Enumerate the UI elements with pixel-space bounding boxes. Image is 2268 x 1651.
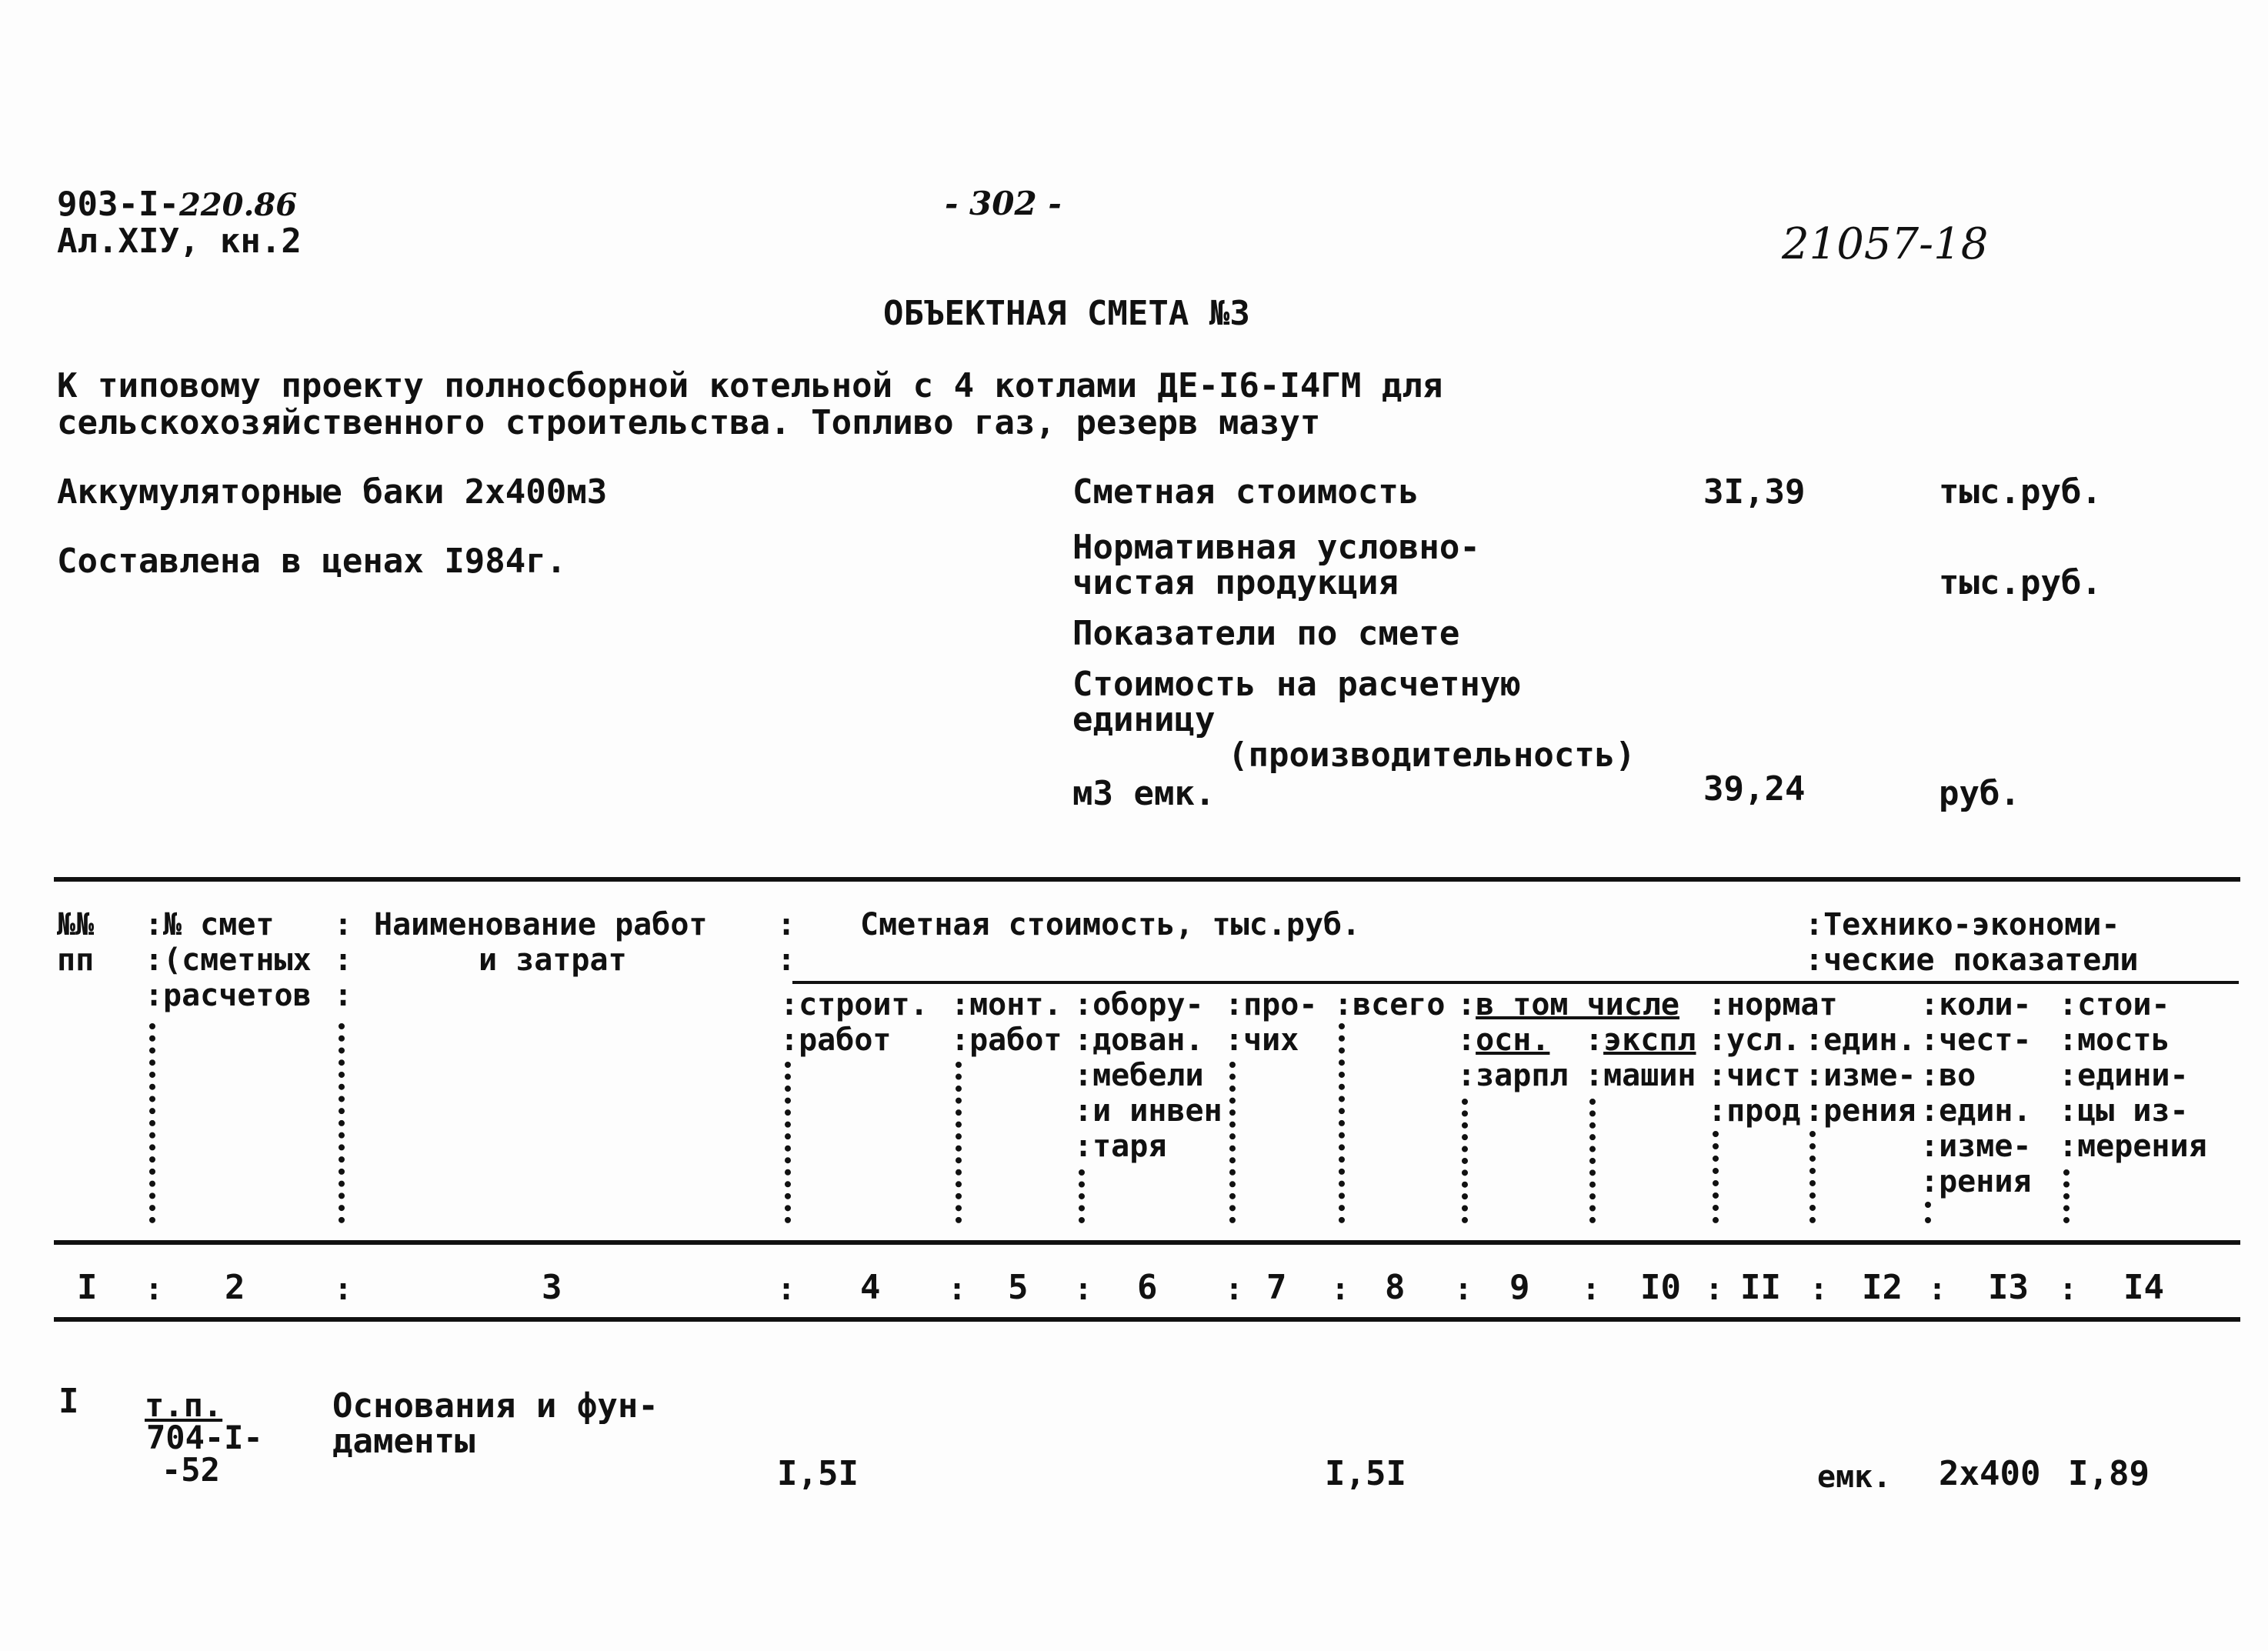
header-col13-line1: :коли-: [1920, 987, 2032, 1022]
row-ref-line2: 704-I-: [146, 1419, 263, 1456]
header-col2-line3: расчетов: [163, 978, 312, 1013]
indicators-label: Показатели по смете: [1072, 614, 1460, 653]
estimated-cost-label: Сметная стоимость: [1072, 472, 1419, 512]
header-tech-group-line2: :ческие показатели: [1805, 942, 2139, 978]
header-col13-line2: :чест-: [1920, 1022, 2032, 1058]
column-number: II: [1740, 1268, 1781, 1307]
row-ref-line1: т.п.: [145, 1386, 223, 1424]
archive-number: 21057-18: [1782, 219, 1989, 269]
header-col14-line4: :цы из-: [2059, 1093, 2189, 1129]
header-col13-line5: :изме-: [1920, 1129, 2032, 1164]
row-name-line2: даменты: [332, 1422, 475, 1461]
column-number: I3: [1988, 1268, 2029, 1307]
header-group-rule: [792, 981, 2239, 984]
separator-dots: [956, 1062, 968, 1223]
header-col2-line1: № смет: [163, 907, 275, 942]
column-number: 3: [542, 1268, 562, 1307]
header-col1-line2: пп: [57, 942, 95, 978]
header-col6-line4: :и инвен: [1074, 1093, 1222, 1129]
price-basis: Составлена в ценах I984г.: [57, 542, 567, 581]
header-col11-line3: :чист: [1708, 1058, 1801, 1093]
unit-cost-unit: руб.: [1939, 774, 2020, 813]
subtitle-line-1: К типовому проекту полносборной котельной с 4 котлами ДЕ-I6-I4ГМ для: [57, 366, 1443, 405]
estimated-cost-unit: тыс.руб.: [1939, 472, 2102, 512]
separator-dots: [1229, 1062, 1242, 1223]
separator-dots: [1339, 1023, 1351, 1223]
column-number: I: [77, 1268, 98, 1307]
header-col14-line3: :едини-: [2059, 1058, 2189, 1093]
header-col12-line1: :един.: [1805, 1022, 1916, 1058]
header-col11-line4: :прод: [1708, 1093, 1801, 1129]
header-col3-line2: и затрат: [479, 942, 627, 978]
column-number: 7: [1266, 1268, 1287, 1307]
column-number: I0: [1640, 1268, 1681, 1307]
column-number: 8: [1385, 1268, 1406, 1307]
header-col8: :всего: [1334, 987, 1446, 1022]
header-col6-line5: :таря: [1074, 1129, 1167, 1164]
table-top-rule: [54, 877, 2240, 882]
unit-cost-label-2: единицу: [1072, 700, 1216, 739]
row-number: I: [58, 1382, 79, 1421]
header-col9-line2: :зарпл: [1457, 1058, 1569, 1093]
row-construction-cost: I,5I: [777, 1454, 859, 1493]
header-col3-line1: Наименование работ: [374, 907, 708, 942]
column-number: 6: [1137, 1268, 1158, 1307]
normative-unit: тыс.руб.: [1939, 563, 2102, 602]
separator-dots: [1462, 1099, 1474, 1223]
header-col9-line1: :осн.: [1457, 1022, 1550, 1058]
header-col13-line3: :во: [1920, 1058, 1976, 1093]
column-number: 9: [1509, 1268, 1530, 1307]
doc-code-printed: 903-I-: [57, 185, 179, 224]
separator-dots: [339, 1023, 351, 1223]
separator-dots: [785, 1062, 797, 1223]
header-incl-group: :в том числе: [1457, 987, 1679, 1022]
header-col13-line6: :рения: [1920, 1164, 2032, 1199]
row-total-cost: I,5I: [1325, 1454, 1406, 1493]
column-number: 5: [1008, 1268, 1029, 1307]
header-col14-line1: :стои-: [2059, 987, 2170, 1022]
row-quantity: 2х400: [1939, 1454, 2041, 1493]
header-col11-line1: :нормат: [1708, 987, 1838, 1022]
separator-dots: [2063, 1169, 2076, 1223]
page-number: - 302 -: [945, 185, 1062, 222]
header-col6-line3: :мебели: [1074, 1058, 1204, 1093]
header-col5-line1: :монт.: [951, 987, 1062, 1022]
column-number: 4: [860, 1268, 881, 1307]
row-unit: емк.: [1817, 1459, 1892, 1495]
header-col12-line3: :рения: [1805, 1093, 1916, 1129]
separator-dots: [1809, 1131, 1822, 1223]
doc-code: [57, 185, 298, 224]
estimated-cost-value: 3I,39: [1703, 472, 1806, 512]
row-ref-line3: -52: [162, 1451, 220, 1489]
separator-dots: [1079, 1169, 1091, 1223]
separator-dots: [1589, 1099, 1602, 1223]
header-col7-line2: :чих: [1225, 1022, 1299, 1058]
row-unit-cost: I,89: [2068, 1454, 2150, 1493]
column-number: I4: [2123, 1268, 2164, 1307]
normative-label-1: Нормативная условно-: [1072, 528, 1480, 567]
header-col1-line1: №№: [57, 907, 95, 942]
separator-dots: [149, 1023, 162, 1223]
header-col2-line2: (сметных: [163, 942, 312, 978]
header-col5-line2: :работ: [951, 1022, 1062, 1058]
unit-cost-productivity: (производительность): [1228, 735, 1636, 775]
header-col14-line2: :мость: [2059, 1022, 2170, 1058]
normative-label-2: чистая продукция: [1072, 563, 1399, 602]
header-col14-line5: :мерения: [2059, 1129, 2207, 1164]
header-cost-group: Сметная стоимость, тыс.руб.: [860, 907, 1361, 942]
header-tech-group-line1: :Технико-экономи-: [1805, 907, 2120, 942]
page-title: ОБЪЕКТНАЯ СМЕТА №3: [883, 294, 1250, 333]
unit-cost-value: 39,24: [1703, 769, 1806, 809]
header-bottom-rule: [54, 1240, 2240, 1245]
unit-cost-label-1: Стоимость на расчетную: [1072, 665, 1521, 704]
header-col6-line2: :дован.: [1074, 1022, 1204, 1058]
header-col4-line1: :строит.: [780, 987, 929, 1022]
unit-cost-basis: м3 емк.: [1072, 774, 1216, 813]
row-name-line1: Основания и фун-: [332, 1386, 659, 1426]
object-name: Аккумуляторные баки 2х400м3: [57, 472, 608, 512]
header-col12-line2: :изме-: [1805, 1058, 1916, 1093]
header-col11-line2: :усл.: [1708, 1022, 1801, 1058]
album-book: Ал.XIУ, кн.2: [57, 222, 302, 261]
column-numbers-rule: [54, 1317, 2240, 1322]
header-col6-line1: :обору-: [1074, 987, 1204, 1022]
header-col10-line2: :машин: [1585, 1058, 1696, 1093]
separator-dots: [1713, 1131, 1725, 1223]
column-number: I2: [1862, 1268, 1903, 1307]
column-number: 2: [225, 1268, 245, 1307]
doc-code-handwritten: 220.86: [178, 187, 298, 223]
header-col13-line4: :един.: [1920, 1093, 2032, 1129]
subtitle-line-2: сельскохозяйственного строительства. Топливо газ, резерв мазут: [57, 403, 1321, 442]
header-col7-line1: :про-: [1225, 987, 1318, 1022]
header-col10-line1: :экспл: [1585, 1022, 1696, 1058]
header-col4-line2: :работ: [780, 1022, 892, 1058]
separator-dots: [1925, 1202, 1937, 1223]
